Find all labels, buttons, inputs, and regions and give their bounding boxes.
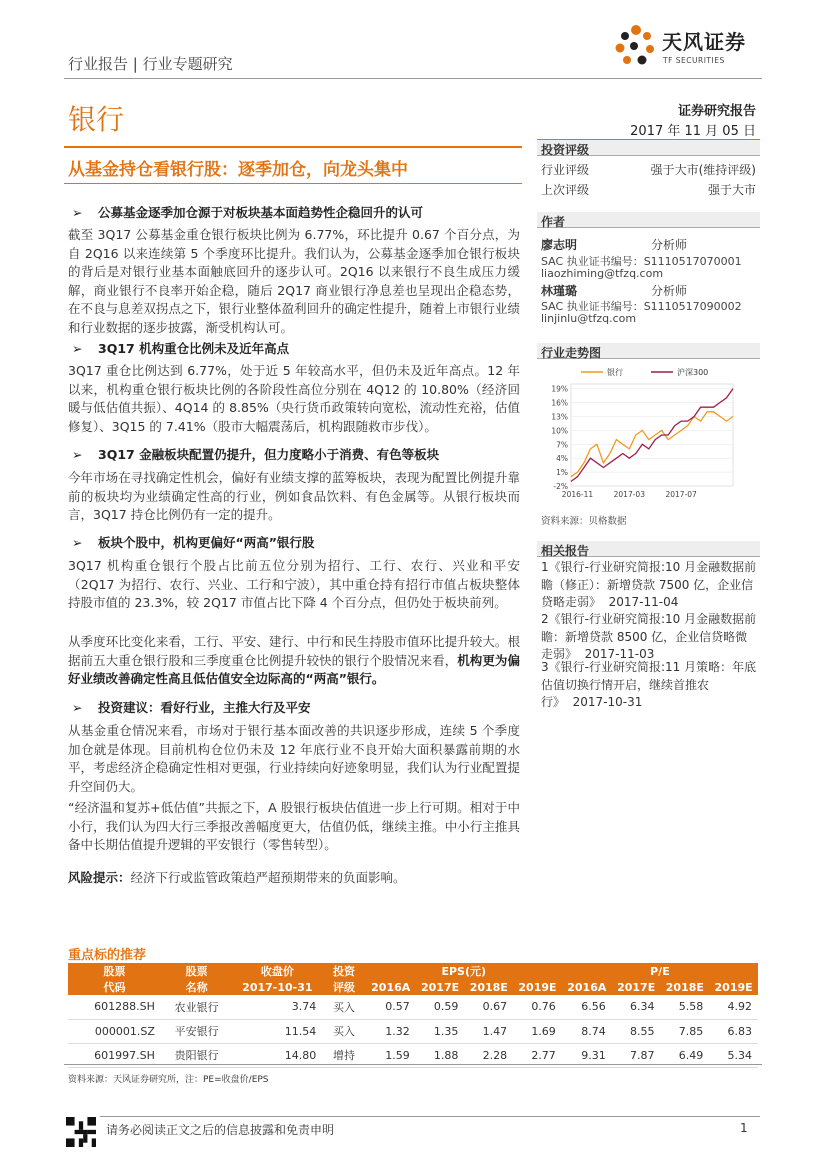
- title-rule: [64, 146, 522, 148]
- table-header-row: [68, 963, 758, 979]
- chart-y-tick-label: 19%: [551, 384, 568, 394]
- industry-rating-row: [541, 161, 756, 179]
- author-2-email[interactable]: linjinlu@tfzq.com: [541, 312, 637, 325]
- qr-code-icon: [66, 1117, 96, 1147]
- chart-y-tick-label: 4%: [556, 454, 568, 464]
- company-logo: [612, 22, 762, 70]
- page-number: 1: [740, 1121, 748, 1135]
- table-cell: 1.32: [366, 1019, 416, 1043]
- section-5-heading: ➢ 投资建议：看好行业，主推大行及平安: [72, 700, 311, 715]
- prev-rating-row: [541, 181, 756, 199]
- table-cell: 601288.SH: [68, 995, 161, 1019]
- risk-warning: 风险提示：经济下行或监管政策趋严超预期带来的负面影响。: [68, 870, 406, 885]
- table-cell: 6.49: [661, 1043, 710, 1067]
- author-2-cert: SAC 执业证书编号：S1110517090002: [541, 300, 742, 313]
- section-3-heading: ➢ 3Q17 金融板块配置仍提升，但力度略小于消费、有色等板块: [72, 447, 440, 462]
- table-cell: 1.35: [416, 1019, 465, 1043]
- section-1-heading: ➢ 公募基金逐季加仓源于对板块基本面趋势性企稳回升的认可: [72, 205, 424, 220]
- arrow-icon: ➢: [72, 205, 83, 220]
- table-cell: 1.47: [464, 1019, 513, 1043]
- table-cell: 6.56: [562, 995, 612, 1019]
- col-header-name: 股票: [161, 963, 233, 979]
- author-2-role: 分析师: [651, 284, 688, 298]
- subheader-cell: 2018E: [661, 979, 710, 995]
- table-cell: 1.59: [366, 1043, 416, 1067]
- prev-rating-label: 上次评级: [541, 183, 590, 197]
- section-2-heading: ➢ 3Q17 机构重仓比例未及近年高点: [72, 341, 290, 356]
- chart-x-tick-label: 2016-11: [561, 490, 594, 499]
- report-date: 2017 年 11 月 05 日: [630, 124, 756, 139]
- table-cell: 11.54: [232, 1019, 322, 1043]
- table-cell: 2.28: [464, 1043, 513, 1067]
- footer-divider: [100, 1116, 760, 1117]
- table-cell: 0.59: [416, 995, 465, 1019]
- subheader-cell: 2017E: [416, 979, 465, 995]
- industry-trend-chart: [537, 362, 759, 510]
- prev-rating-value: 强于大市: [707, 183, 756, 197]
- table-bottom-rule: [64, 1064, 762, 1065]
- chart-y-tick-label: 10%: [551, 426, 568, 436]
- table-cell: 0.76: [513, 995, 562, 1019]
- section-5-text: 从基金重仓情况来看，市场对于银行基本面改善的共识逐步形成，连续 5 个季度加仓就是体现。目前机构仓位仍未及 12 年底行业不良开始大面积暴露前期的水平，考虑经济企稳确定性相对更强，行业持续向好迹象明显，我们认为行业配置提升空间仍大。: [68, 723, 520, 794]
- table-subheader-row: [68, 979, 758, 995]
- related-report-1-date: 2017-11-04: [608, 595, 679, 609]
- table-cell: 2.77: [513, 1043, 562, 1067]
- table-cell: 1.69: [513, 1019, 562, 1043]
- table-cell: 0.67: [464, 995, 513, 1019]
- subheader-cell: 2016A: [366, 979, 416, 995]
- table-cell: 7.85: [661, 1019, 710, 1043]
- section-2-text: 3Q17 重仓比例达到 6.77%，处于近 5 年较高水平，但仍未及近年高点。12 年以来，机构重仓银行板块比例的各阶段性高位分别在 4Q12 的 10.80%（经济回暖与低估值共振）、4Q14 的 8.85%（央行货币政策转向宽松，流动性充裕，估值修复）、3Q15 的 7.41%（股市大幅震荡后，机构跟随救市步伐）。: [68, 363, 520, 434]
- recommendation-table: [68, 963, 758, 1068]
- section-4-text2: 从季度环比变化来看，工行、平安、建行、中行和民生持股市值环比提升较大。根据前五大重仓银行股和三季度重仓比例提升较快的银行个股情况来看，机构更为偏好业绩改善确定性高且低估值安全边际高的“两高”银行。: [68, 634, 520, 686]
- author-1-cert: SAC 执业证书编号：S1110517070001: [541, 255, 742, 268]
- arrow-icon: ➢: [72, 700, 83, 715]
- related-report-3-date: 2017-10-31: [572, 695, 643, 709]
- author-1-name: 廖志明: [541, 238, 578, 252]
- table-cell: 0.57: [366, 995, 416, 1019]
- related-report-2[interactable]: 2《银行-行业研究简报:10 月金融数据前瞻：新增贷款 8500 亿，企业信贷略微走弱》 2017-11-03: [541, 612, 757, 661]
- subheader-cell: 2016A: [562, 979, 612, 995]
- table-cell: 9.31: [562, 1043, 612, 1067]
- title-underline: [64, 183, 522, 184]
- header-divider: [64, 78, 762, 79]
- chart-y-tick-label: 1%: [556, 468, 568, 478]
- subheader-cell: 2017E: [612, 979, 661, 995]
- col-header-code: 股票: [68, 963, 161, 979]
- author-2-name: 林瑾璐: [541, 284, 578, 298]
- subheader-cell: 2019E: [513, 979, 562, 995]
- table-cell: 5.58: [661, 995, 710, 1019]
- section-4-emphasis: 机构更为偏好业绩改善确定性高且低估值安全边际高的“两高”银行。: [68, 652, 520, 686]
- report-label: 证券研究报告: [677, 104, 756, 119]
- table-row: [68, 1019, 758, 1043]
- arrow-icon: ➢: [72, 535, 83, 550]
- related-heading: 相关报告: [541, 544, 590, 558]
- authors-header-bar: [537, 212, 760, 228]
- arrow-icon: ➢: [72, 341, 83, 356]
- arrow-icon: ➢: [72, 447, 83, 462]
- section-4-heading: ➢ 板块个股中，机构更偏好“两高”银行股: [72, 535, 315, 550]
- table-cell: 8.74: [562, 1019, 612, 1043]
- table-cell: 6.34: [612, 995, 661, 1019]
- section-3-text: 今年市场在寻找确定性机会，偏好有业绩支撑的蓝筹板块，表现为配置比例提升靠前的板块均为业绩确定性高的行业，例如食品饮料、有色金属等。从银行板块而言，3Q17 持仓比例仍有一定的提升。: [68, 470, 520, 522]
- section-5-text2: “经济温和复苏+低估值”共振之下，A 股银行板块估值进一步上行可期。相对于中小行，我们认为四大行三季报改善幅度更大，估值仍低，继续主推。中小行主推具备中长期估值提升逻辑的平安银行（零售转型）。: [68, 800, 520, 852]
- table-cell: 8.55: [612, 1019, 661, 1043]
- section-4-text: 3Q17 机构重仓银行个股占比前五位分别为招行、工行、农行、兴业和平安（2Q17 为招行、农行、兴业、工行和宁波），其中重仓持有招行市值占板块整体持股市值的 23.3%，较 2Q17 市值占比下降 4 个百分点，但仍处于板块前列。: [68, 558, 520, 610]
- industry-title: 银行: [68, 103, 125, 136]
- logo-mark-icon: [612, 22, 660, 70]
- related-report-3[interactable]: 3《银行-行业研究简报:11 月策略：年底估值切换行情开启，继续首推农行》 2017-10-31: [541, 660, 757, 709]
- subheader-cell: 2018E: [464, 979, 513, 995]
- table-cell: 14.80: [232, 1043, 322, 1067]
- table-cell: 000001.SZ: [68, 1019, 161, 1043]
- table-cell: 5.34: [709, 1043, 758, 1067]
- chart-y-tick-label: 16%: [551, 398, 568, 408]
- chart-legend-label: 银行: [607, 368, 623, 377]
- trend-heading: 行业走势图: [541, 346, 602, 360]
- chart-legend-label: 沪深300: [677, 368, 709, 377]
- table-row: [68, 995, 758, 1019]
- table-cell: 6.83: [709, 1019, 758, 1043]
- chart-plot-area: [571, 384, 733, 486]
- risk-label: 风险提示：: [68, 870, 131, 885]
- subheader-cell: 代码: [68, 979, 161, 995]
- related-report-1[interactable]: 1《银行-行业研究简报:10 月金融数据前瞻（修正）：新增贷款 7500 亿，企业信贷略走弱》 2017-11-04: [541, 560, 757, 609]
- section-1-text: 截至 3Q17 公募基金重仓银行板块比例为 6.77%，环比提升 0.67 个百分点，为自 2Q16 以来连续第 5 个季度环比提升。我们认为，公募基金逐季加仓银行板块的背后是对银行业基本面触底回升的逐步认可。2Q16 以来银行不良生成压力缓解，商业银行不良率开始企稳，随后 2Q17 商业银行净息差也呈现出企稳态势，在不良与息差双拐点之下，银行业整体盈利回升的确定性提升，随着上市银行业绩和行业数据的逐步披露，渐受机构认可。: [68, 227, 520, 335]
- table-cell: 4.92: [709, 995, 758, 1019]
- table-cell: 3.74: [232, 995, 322, 1019]
- chart-y-tick-label: -2%: [553, 482, 568, 491]
- col-header-price: 收盘价: [232, 963, 322, 979]
- table-cell: 买入: [322, 1019, 365, 1043]
- author-1-row: [541, 236, 756, 254]
- table-cell: 平安银行: [161, 1019, 233, 1043]
- main-title: 从基金持仓看银行股：逐季加仓，向龙头集中: [68, 160, 408, 180]
- table-cell: 增持: [322, 1043, 365, 1067]
- table-cell: 农业银行: [161, 995, 233, 1019]
- table-title: 重点标的推荐: [68, 948, 147, 963]
- subheader-cell: 2019E: [709, 979, 758, 995]
- subheader-cell: 名称: [161, 979, 233, 995]
- chart-x-tick-label: 2017-03: [613, 490, 645, 499]
- table-cell: 贵阳银行: [161, 1043, 233, 1067]
- chart-y-tick-label: 7%: [556, 440, 568, 450]
- table-cell: 买入: [322, 995, 365, 1019]
- chart-x-tick-label: 2017-07: [665, 490, 697, 499]
- chart-source: 资料来源：贝格数据: [541, 516, 627, 527]
- table-cell: 601997.SH: [68, 1043, 161, 1067]
- rating-heading: 投资评级: [541, 143, 590, 157]
- author-1-role: 分析师: [651, 238, 688, 252]
- col-header-rating: 投资: [322, 963, 365, 979]
- table-cell: 1.88: [416, 1043, 465, 1067]
- industry-rating-value: 强于大市(维持评级): [650, 163, 756, 177]
- industry-rating-label: 行业评级: [541, 163, 590, 177]
- table-cell: 7.87: [612, 1043, 661, 1067]
- report-type: 行业报告 | 行业专题研究: [68, 55, 233, 73]
- logo-text: 天风证券: [662, 30, 746, 54]
- author-1-email[interactable]: liaozhiming@tfzq.com: [541, 267, 664, 280]
- authors-heading: 作者: [541, 215, 566, 229]
- related-report-2-date: 2017-11-03: [584, 647, 655, 661]
- subheader-cell: 2017-10-31: [232, 979, 322, 995]
- logo-subtext: TF SECURITIES: [663, 56, 725, 65]
- col-header-pe: P/E: [562, 963, 758, 979]
- footer-disclaimer[interactable]: 请务必阅读正文之后的信息披露和免责申明: [106, 1123, 335, 1137]
- subheader-cell: 评级: [322, 979, 365, 995]
- table-note: 资料来源：天风证券研究所，注：PE=收盘价/EPS: [68, 1075, 269, 1085]
- chart-y-tick-label: 13%: [551, 412, 568, 422]
- col-header-eps: EPS(元): [366, 963, 562, 979]
